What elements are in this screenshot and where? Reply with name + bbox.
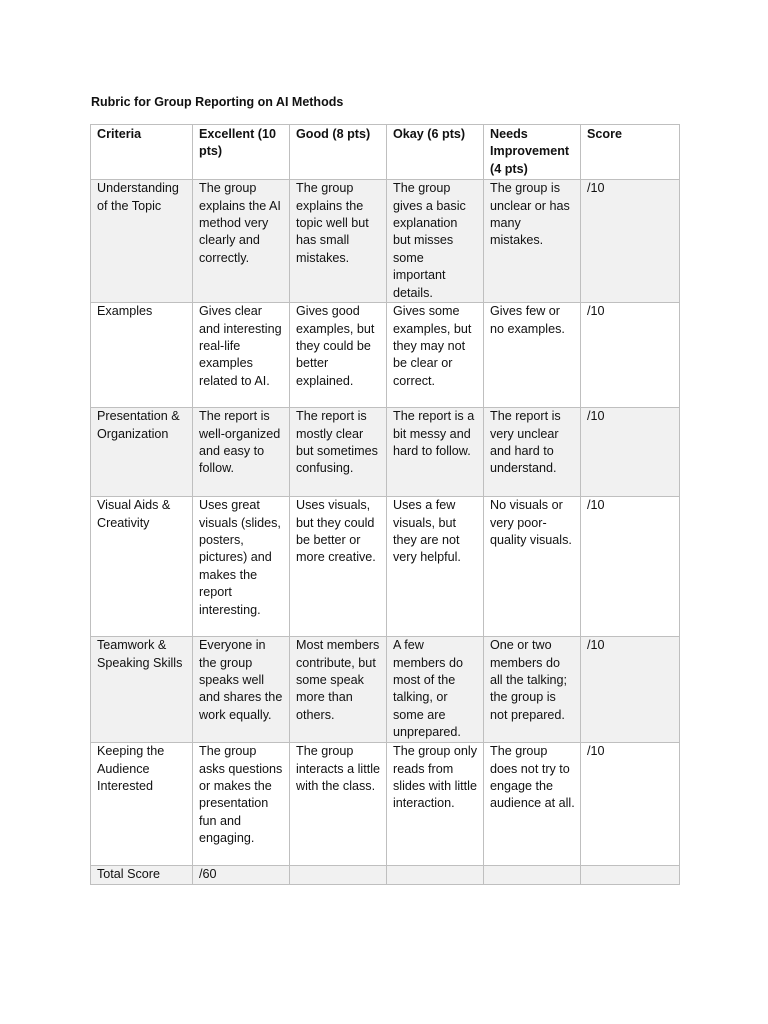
excellent-cell: The group asks questions or makes the presentation fun and engaging.	[193, 743, 290, 866]
needs-improvement-cell: Gives few or no examples.	[484, 303, 581, 408]
excellent-cell: The group explains the AI method very clearly and correctly.	[193, 180, 290, 303]
table-header-row	[91, 125, 680, 180]
score-cell: /10	[581, 637, 680, 743]
total-score-row	[91, 866, 680, 884]
good-cell: Most members contribute, but some speak more than others.	[290, 637, 387, 743]
rubric-table	[90, 124, 680, 885]
okay-cell: The group only reads from slides with little interaction.	[387, 743, 484, 866]
header-needs-improvement: Needs Improvement (4 pts)	[484, 125, 581, 180]
good-cell: The report is mostly clear but sometimes confusing.	[290, 408, 387, 497]
empty-cell	[484, 866, 581, 884]
good-cell: The group explains the topic well but has small mistakes.	[290, 180, 387, 303]
empty-cell	[387, 866, 484, 884]
excellent-cell: Gives clear and interesting real-life examples related to AI.	[193, 303, 290, 408]
total-score-value: /60	[193, 866, 290, 884]
score-cell: /10	[581, 497, 680, 637]
criteria-cell: Keeping the Audience Interested	[91, 743, 193, 866]
empty-cell	[581, 866, 680, 884]
needs-improvement-cell: The group does not try to engage the audience at all.	[484, 743, 581, 866]
okay-cell: Uses a few visuals, but they are not very helpful.	[387, 497, 484, 637]
needs-improvement-cell: No visuals or very poor-quality visuals.	[484, 497, 581, 637]
document-title: Rubric for Group Reporting on AI Methods	[91, 95, 344, 109]
needs-improvement-cell: One or two members do all the talking; the group is not prepared.	[484, 637, 581, 743]
needs-improvement-cell: The report is very unclear and hard to understand.	[484, 408, 581, 497]
table-row	[91, 180, 680, 303]
criteria-cell: Examples	[91, 303, 193, 408]
score-cell: /10	[581, 743, 680, 866]
header-criteria: Criteria	[91, 125, 193, 180]
header-excellent: Excellent (10 pts)	[193, 125, 290, 180]
criteria-cell: Understanding of the Topic	[91, 180, 193, 303]
good-cell: The group interacts a little with the class.	[290, 743, 387, 866]
total-score-label: Total Score	[91, 866, 193, 884]
header-score: Score	[581, 125, 680, 180]
criteria-cell: Visual Aids & Creativity	[91, 497, 193, 637]
okay-cell: Gives some examples, but they may not be clear or correct.	[387, 303, 484, 408]
okay-cell: The report is a bit messy and hard to follow.	[387, 408, 484, 497]
table-row	[91, 637, 680, 743]
table-row	[91, 497, 680, 637]
score-cell: /10	[581, 180, 680, 303]
excellent-cell: Everyone in the group speaks well and shares the work equally.	[193, 637, 290, 743]
good-cell: Gives good examples, but they could be better explained.	[290, 303, 387, 408]
okay-cell: The group gives a basic explanation but misses some important details.	[387, 180, 484, 303]
header-okay: Okay (6 pts)	[387, 125, 484, 180]
needs-improvement-cell: The group is unclear or has many mistakes.	[484, 180, 581, 303]
okay-cell: A few members do most of the talking, or some are unprepared.	[387, 637, 484, 743]
excellent-cell: The report is well-organized and easy to follow.	[193, 408, 290, 497]
header-good: Good (8 pts)	[290, 125, 387, 180]
empty-cell	[290, 866, 387, 884]
score-cell: /10	[581, 408, 680, 497]
table-row	[91, 408, 680, 497]
criteria-cell: Presentation & Organization	[91, 408, 193, 497]
excellent-cell: Uses great visuals (slides, posters, pictures) and makes the report interesting.	[193, 497, 290, 637]
score-cell: /10	[581, 303, 680, 408]
table-row	[91, 303, 680, 408]
good-cell: Uses visuals, but they could be better or more creative.	[290, 497, 387, 637]
table-row	[91, 743, 680, 866]
criteria-cell: Teamwork & Speaking Skills	[91, 637, 193, 743]
